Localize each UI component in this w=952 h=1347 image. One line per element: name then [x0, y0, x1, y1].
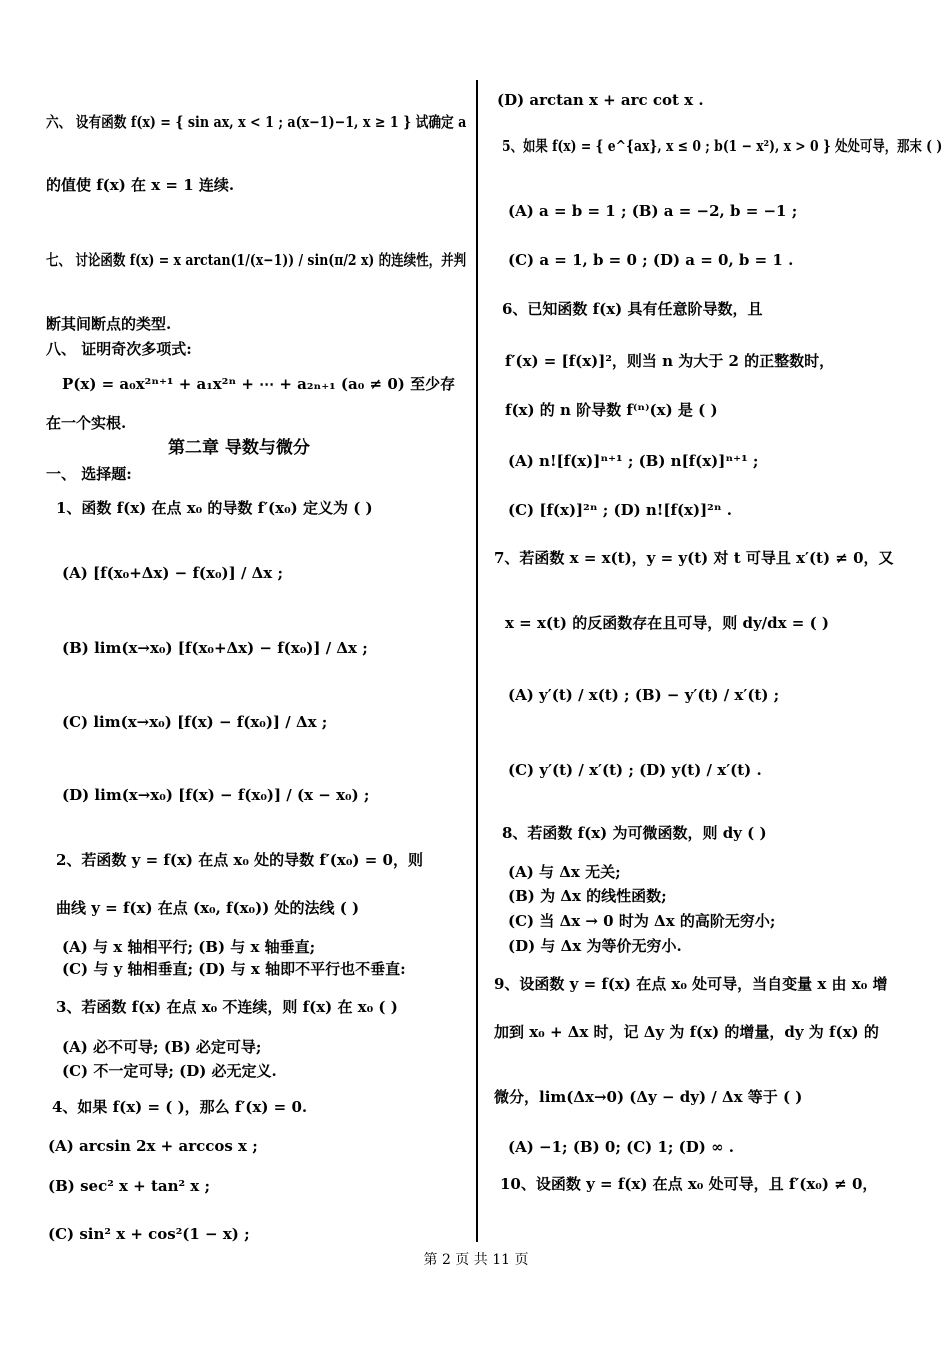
- text-line: 曲线 y = f(x) 在点 (x₀, f(x₀)) 处的法线 ( ): [56, 899, 360, 917]
- text-line: (C) 与 y 轴相垂直; (D) 与 x 轴即不平行也不垂直:: [62, 960, 406, 978]
- text-line: 微分，lim(Δx→0) (Δy − dy) / Δx 等于 ( ): [494, 1088, 803, 1106]
- text-line: (B) sec² x + tan² x ;: [48, 1177, 211, 1195]
- text-line: (A) [f(x₀+Δx) − f(x₀)] / Δx ;: [62, 564, 283, 582]
- text-line: 在一个实根.: [46, 414, 127, 432]
- text-line: (A) a = b = 1 ; (B) a = −2, b = −1 ;: [508, 202, 798, 220]
- text-line: 4、如果 f(x) = ( )，那么 f′(x) = 0.: [52, 1098, 308, 1116]
- text-line: (A) n![f(x)]ⁿ⁺¹ ; (B) n[f(x)]ⁿ⁺¹ ;: [508, 452, 759, 470]
- text-line: 断其间断点的类型.: [46, 315, 172, 333]
- text-line: P(x) = a₀x²ⁿ⁺¹ + a₁x²ⁿ + ⋯ + a₂ₙ₊₁ (a₀ ≠ 0) 至少存: [62, 375, 456, 393]
- text-line: (C) [f(x)]²ⁿ ; (D) n![f(x)]²ⁿ .: [508, 501, 732, 519]
- text-line: (C) a = 1, b = 0 ; (D) a = 0, b = 1 .: [508, 251, 794, 269]
- text-line: (A) −1; (B) 0; (C) 1; (D) ∞ .: [508, 1138, 735, 1156]
- text-line: 6、已知函数 f(x) 具有任意阶导数，且: [502, 300, 763, 318]
- text-line: 的值使 f(x) 在 x = 1 连续.: [46, 176, 235, 194]
- text-line: 9、设函数 y = f(x) 在点 x₀ 处可导，当自变量 x 由 x₀ 增: [494, 975, 888, 993]
- text-line: 一、 选择题:: [46, 465, 132, 483]
- text-line: 10、设函数 y = f(x) 在点 x₀ 处可导，且 f′(x₀) ≠ 0，: [500, 1175, 878, 1193]
- text-line: 3、若函数 f(x) 在点 x₀ 不连续，则 f(x) 在 x₀ ( ): [56, 998, 398, 1016]
- text-line: 8、若函数 f(x) 为可微函数，则 dy ( ): [502, 824, 767, 842]
- text-line: f(x) 的 n 阶导数 f⁽ⁿ⁾(x) 是 ( ): [505, 401, 718, 419]
- text-line: x = x(t) 的反函数存在且可导，则 dy/dx = ( ): [505, 614, 830, 632]
- text-line: 2、若函数 y = f(x) 在点 x₀ 处的导数 f′(x₀) = 0，则: [56, 851, 423, 869]
- chapter-heading: 第二章 导数与微分: [168, 438, 310, 458]
- page-footer: 第 2 页 共 11 页: [423, 1252, 529, 1268]
- text-line: (B) 为 Δx 的线性函数;: [508, 887, 667, 905]
- text-line: f′(x) = [f(x)]²，则当 n 为大于 2 的正整数时，: [505, 352, 835, 370]
- column-divider: [476, 80, 478, 1242]
- text-line: (A) 与 x 轴相平行; (B) 与 x 轴垂直;: [62, 938, 316, 956]
- text-line: (D) arctan x + arc cot x .: [497, 91, 704, 109]
- text-line: 1、函数 f(x) 在点 x₀ 的导数 f′(x₀) 定义为 ( ): [56, 499, 373, 517]
- text-line: 7、若函数 x = x(t)，y = y(t) 对 t 可导且 x′(t) ≠ 0，又: [494, 549, 894, 567]
- text-line: (C) 不一定可导; (D) 必无定义.: [62, 1062, 277, 1080]
- text-line: (C) sin² x + cos²(1 − x) ;: [48, 1225, 250, 1243]
- text-line: (A) arcsin 2x + arccos x ;: [48, 1137, 258, 1155]
- text-line: (C) lim(x→x₀) [f(x) − f(x₀)] / Δx ;: [62, 713, 328, 731]
- text-line: (D) lim(x→x₀) [f(x) − f(x₀)] / (x − x₀) ;: [62, 786, 370, 804]
- text-line: 5、如果 f(x) = { e^{ax}, x ≤ 0 ; b(1 − x²), x > 0 } 处处可导，那末 ( ): [502, 137, 943, 155]
- text-line: (B) lim(x→x₀) [f(x₀+Δx) − f(x₀)] / Δx ;: [62, 639, 368, 657]
- text-line: 六、 设有函数 f(x) = { sin ax, x < 1 ; a(x−1)−1, x ≥ 1 } 试确定 a: [46, 113, 467, 131]
- text-line: (A) 与 Δx 无关;: [508, 863, 621, 881]
- text-line: (A) 必不可导; (B) 必定可导;: [62, 1038, 262, 1056]
- text-line: 八、 证明奇次多项式:: [46, 340, 192, 358]
- text-line: (C) y′(t) / x′(t) ; (D) y(t) / x′(t) .: [508, 761, 762, 779]
- text-line: 加到 x₀ + Δx 时，记 Δy 为 f(x) 的增量，dy 为 f(x) 的: [494, 1023, 879, 1041]
- text-line: (A) y′(t) / x(t) ; (B) − y′(t) / x′(t) ;: [508, 686, 780, 704]
- text-line: 七、 讨论函数 f(x) = x arctan(1/(x−1)) / sin(π/2 x) 的连续性，并判: [46, 251, 467, 269]
- text-line: (D) 与 Δx 为等价无穷小.: [508, 937, 682, 955]
- text-line: (C) 当 Δx → 0 时为 Δx 的高阶无穷小;: [508, 912, 776, 930]
